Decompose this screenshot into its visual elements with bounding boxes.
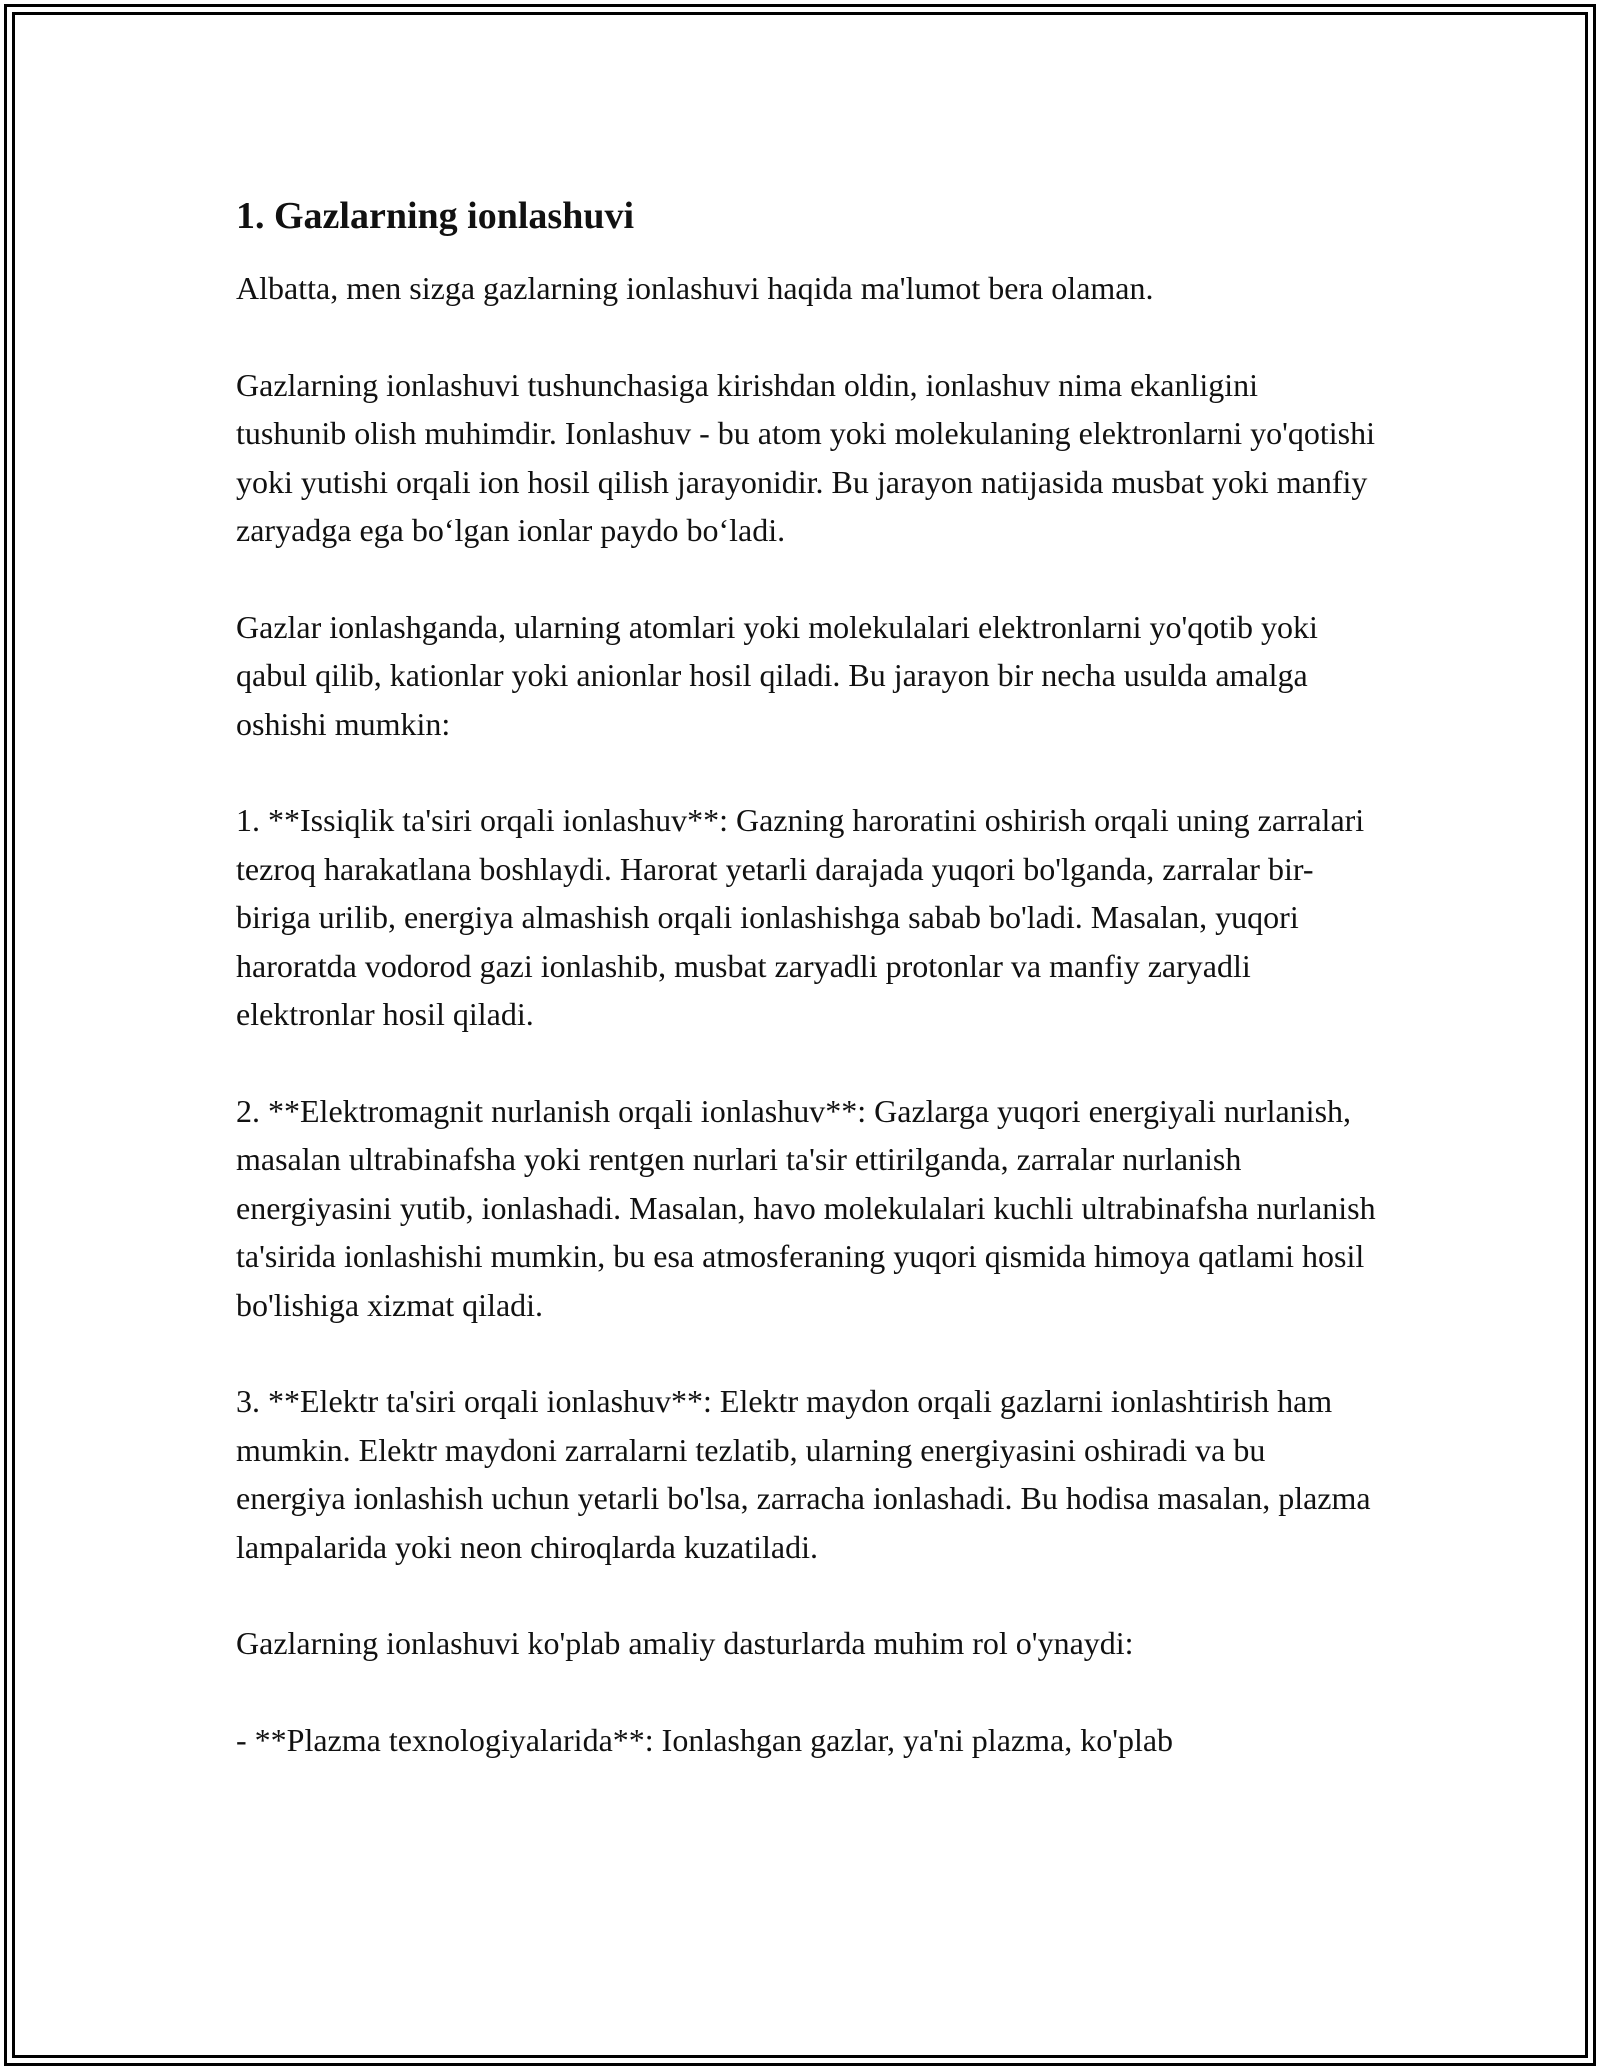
list-item-thermal-ionization: 1. **Issiqlik ta'siri orqali ionlashuv**: Gazning haroratini oshirish orqali uning zarralari tezroq harakatlana boshlaydi. Harorat yetarli darajada yuqori bo'lganda, zarralar bir-biriga urilib, energiya almashish orqali ionlashishga sabab bo'ladi. Masalan, yuqori haroratda vodorod gazi ionlashib, musbat zaryadli protonlar va manfiy zaryadli elektronlar hosil qiladi. xyxy=(236,802,1365,1032)
list-item-electric-ionization: 3. **Elektr ta'siri orqali ionlashuv**: Elektr maydon orqali gazlarni ionlashtirish ham mumkin. Elektr maydoni zarralarni tezlatib, ularning energiyasini oshiradi va bu energiya ionlashish uchun yetarli bo'lsa, zarracha ionlashadi. Bu hodisa masalan, plazma lampalarida yoki neon chiroqlarda kuzatiladi. xyxy=(236,1383,1371,1565)
paragraph-methods-intro: Gazlar ionlashganda, ularning atomlari yoki molekulalari elektronlarni yo'qotib yoki qabul qilib, kationlar yoki anionlar hosil qiladi. Bu jarayon bir necha usulda amalga oshishi mumkin: xyxy=(236,608,1318,742)
paragraph-applications-intro: Gazlarning ionlashuvi ko'plab amaliy dasturlarda muhim rol o'ynaydi: xyxy=(236,1625,1134,1661)
document-title: 1. Gazlarning ionlashuvi xyxy=(236,195,635,237)
paragraph-intro: Albatta, men sizga gazlarning ionlashuvi haqida ma'lumot bera olaman. xyxy=(236,270,1154,306)
paragraph-definition: Gazlarning ionlashuvi tushunchasiga kirishdan oldin, ionlashuv nima ekanligini tushunib olish muhimdir. Ionlashuv - bu atom yoki molekulaning elektronlarni yo'qotishi yoki yutishi orqali ion hosil qilish jarayonidir. Bu jarayon natijasida musbat yoki manfiy zaryadga ega bo‘lgan ionlar paydo bo‘ladi. xyxy=(236,366,1375,548)
list-item-radiation-ionization: 2. **Elektromagnit nurlanish orqali ionlashuv**: Gazlarga yuqori energiyali nurlanish, masalan ultrabinafsha yoki rentgen nurlari ta'sir ettirilganda, zarralar nurlanish energiyasini yutib, ionlashadi. Masalan, havo molekulalari kuchli ultrabinafsha nurlanish ta'sirida ionlashishi mumkin, bu esa atmosferaning yuqori qismida himoya qatlami hosil bo'lishiga xizmat qiladi. xyxy=(236,1092,1376,1323)
list-item-plasma-technologies: - **Plazma texnologiyalarida**: Ionlashgan gazlar, ya'ni plazma, ko'plab xyxy=(236,1721,1174,1758)
document-body xyxy=(236,188,1376,1812)
